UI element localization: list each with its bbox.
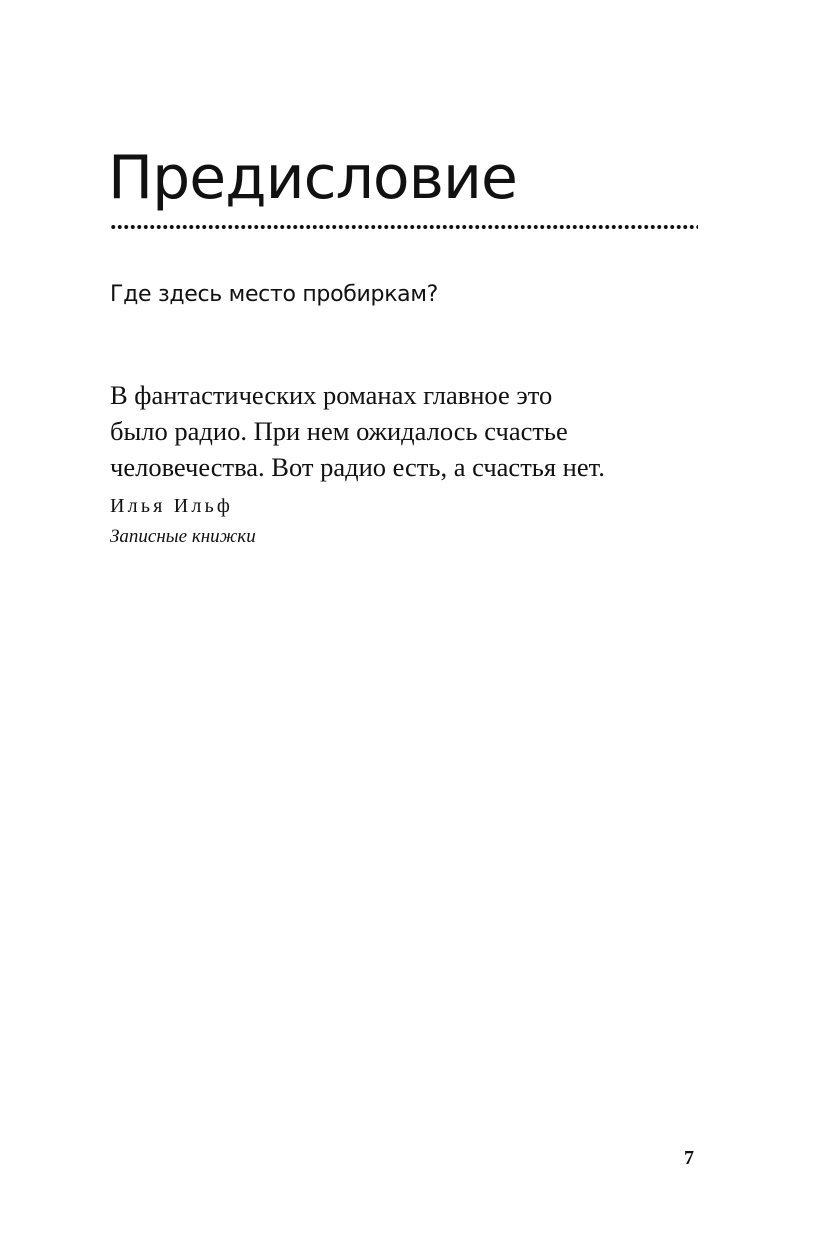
- chapter-title: Предисловие: [108, 143, 517, 213]
- epigraph-author: Илья Ильф: [110, 495, 234, 517]
- epigraph-source: Записные книжки: [110, 526, 256, 547]
- chapter-subtitle: Где здесь место пробиркам?: [110, 282, 439, 307]
- epigraph-line: человечества. Вот радио есть, а счастья нет.: [110, 452, 605, 482]
- epigraph-quote: [110, 377, 710, 485]
- epigraph: [110, 377, 710, 550]
- page-number: 7: [684, 1147, 694, 1169]
- dotted-divider: [110, 224, 698, 230]
- epigraph-line: В фантастических романах главное это: [110, 380, 553, 410]
- epigraph-line: было радио. При нем ожидалось счастье: [110, 416, 568, 446]
